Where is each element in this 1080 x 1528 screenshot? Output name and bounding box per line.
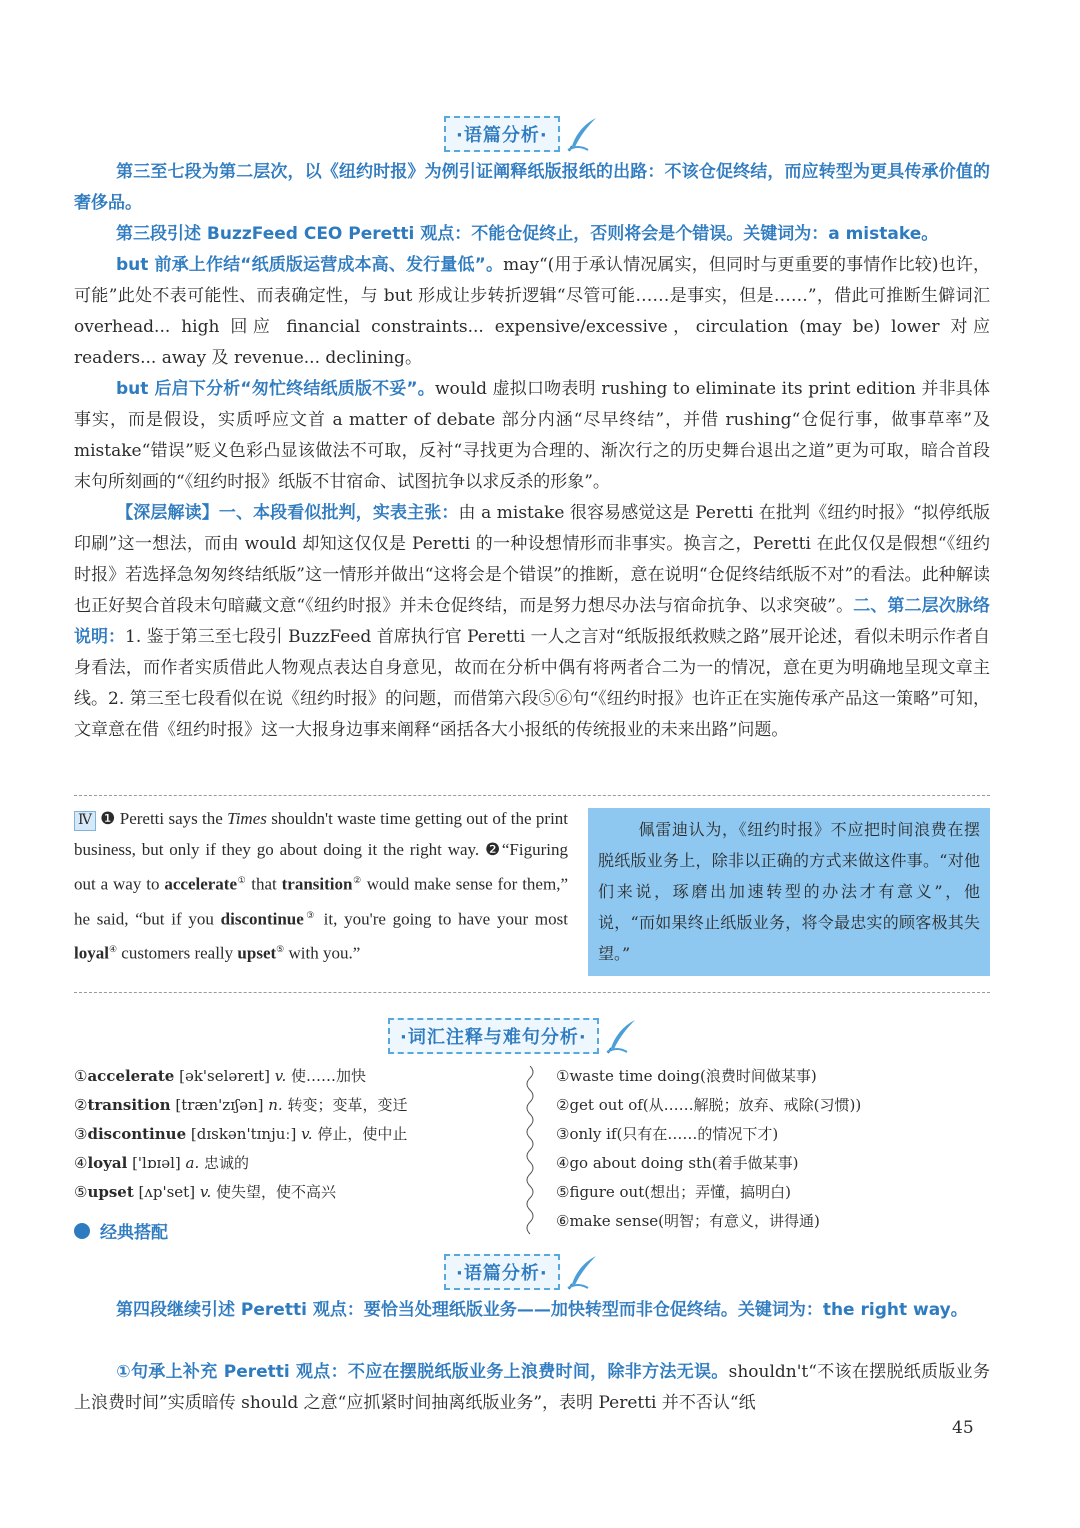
analysis-paragraph-2: 第三段引述 BuzzFeed CEO Peretti 观点：不能仓促终止，否则将会是个错误。关键词为：a mistake。 — [116, 224, 939, 244]
divider-line — [74, 795, 990, 796]
analysis-paragraph-7: ①句承上补充 Peretti 观点：不应在摆脱纸版业务上浪费时间，除非方法无误。shouldn't“不该在摆脱纸质版业务上浪费时间”实质暗传 should 之意“应抓紧时间抽离纸版业务”，表明 Peretti 并不否认“纸 — [74, 1362, 990, 1413]
passage-paragraph: Ⅳ ❶ Peretti says the Times shouldn't waste time getting out of the print business, but only if they go about doing it the right way. ❷“Figuring out a way to accelerate① that transition② would make sense for them,” he said, “but if you discontinue③ it, you're going to have your most loyal④ customers really upset⑤ with you.” — [74, 809, 569, 963]
paragraph-number-badge: Ⅳ — [74, 811, 96, 831]
vocab-item: ①accelerate [ək'seləreɪt] v. 使……加快 — [74, 1067, 367, 1085]
collocation-item: ①waste time doing(浪费时间做某事) — [556, 1067, 817, 1085]
collocation-heading: 经典搭配 — [74, 1218, 168, 1243]
collocation-item: ⑤figure out(想出；弄懂，搞明白) — [556, 1183, 791, 1201]
section-title-vocab — [388, 1018, 639, 1054]
vocab-word: transition — [281, 874, 353, 894]
analysis-paragraph-3: but 前承上作结“纸质版运营成本高、发行量低”。may“(用于承认情况属实，但同时与更重要的事情作比较)也许，可能”此处不表可能性、而表确定性，与 but 形成让步转折逻辑“尽管可能……是事实，但是……”，借此可推断生僻词汇 overhead... high 回应 financial constraints... expensive/excessive，circulation (may be) lower 对应 readers... away 及 revenue... declining。 — [74, 255, 990, 368]
analysis-paragraph-5: 【深层解读】一、本段看似批判，实表主张：由 a mistake 很容易感觉这是 Peretti 在批判《纽约时报》“拟停纸版印刷”这一想法，而由 would 却知这仅仅是 Peretti 的一种设想情形而非事实。换言之，Peretti 在此仅仅是假想“《纽约时报》若选择急匆匆终结纸版”这一情形并做出“这将会是个错误”的推断，意在说明“仓促终结纸版不对”的看法。此种解读也正好契合首段末句暗藏文意“《纽约时报》并未仓促终结，而是努力想尽办法与宿命抗争、以求突破”。二、第二层次脉络说明：1. 鉴于第三至七段引 BuzzFeed 首席执行官 Peretti 一人之言对“纸版报纸救赎之路”展开论述，看似未明示作者自身看法，而作者实质借此人物观点表达自身意见，故而在分析中偶有将两者合二为一的情况，意在更为明确地呈现文章主线。2. 第三至七段看似在说《纽约时报》的问题，而借第六段⑤⑥句“《纽约时报》也许正在实施传承产品这一策略”可知，文章意在借《纽约时报》这一大报身边事来阐释“函括各大小报纸的传统报业的未来出路”问题。 — [74, 503, 990, 740]
collocation-list — [556, 1062, 861, 1236]
vocab-word: discontinue — [220, 909, 304, 929]
collocation-item: ②get out of(从……解脱；放弃、戒除(习惯)) — [556, 1096, 862, 1114]
section-title-label: ·词汇注释与难句分析· — [388, 1018, 599, 1054]
quill-pen-icon — [605, 1018, 639, 1054]
translation-box: 佩雷迪认为，《纽约时报》不应把时间浪费在摆脱纸版业务上，除非以正确的方式来做这件事。“对他们来说，琢磨出加速转型的办法才有意义”，他说，“而如果终止纸版业务，将令最忠实的顾客极其失望。” — [588, 808, 990, 976]
quill-pen-icon — [566, 116, 600, 152]
vocab-word: accelerate — [164, 874, 238, 894]
collocation-item: ③only if(只有在……的情况下才) — [556, 1125, 779, 1143]
analysis-paragraph-6: 第四段继续引述 Peretti 观点：要恰当处理纸版业务——加快转型而非仓促终结。关键词为：the right way。 — [116, 1300, 968, 1320]
section-title-label: ·语篇分析· — [444, 1254, 560, 1290]
vocab-item: ⑤upset [ʌp'set] v. 使失望，使不高兴 — [74, 1183, 337, 1201]
wavy-divider — [524, 1066, 536, 1238]
section-title-analysis-2 — [444, 1254, 600, 1290]
vocab-item: ④loyal ['lɒɪəl] a. 忠诚的 — [74, 1154, 250, 1172]
section-title-analysis-1 — [444, 116, 600, 152]
vocab-word: loyal — [74, 943, 109, 963]
page-number: 45 — [952, 1418, 974, 1438]
collocation-item: ⑥make sense(明智；有意义，讲得通) — [556, 1212, 820, 1230]
quill-pen-icon — [566, 1254, 600, 1290]
vocab-item: ③discontinue [dɪskən'tɪnjuː] v. 停止，使中止 — [74, 1125, 408, 1143]
divider-line — [74, 992, 990, 993]
collocation-item: ④go about doing sth(着手做某事) — [556, 1154, 799, 1172]
vocab-item: ②transition [træn'zɪʃən] n. 转变；变革，变迁 — [74, 1096, 408, 1114]
bullet-dot-icon — [74, 1223, 90, 1239]
vocab-word: upset — [237, 943, 277, 963]
analysis-paragraph-1: 第三至七段为第二层次，以《纽约时报》为例引证阐释纸版报纸的出路：不该仓促终结，而应转型为更具传承价值的奢侈品。 — [74, 162, 990, 213]
section-title-label: ·语篇分析· — [444, 116, 560, 152]
vocab-list — [74, 1062, 407, 1207]
analysis-paragraph-4: but 后启下分析“匆忙终结纸质版不妥”。would 虚拟口吻表明 rushing to eliminate its print edition 并非具体事实，而是假设，实质呼应文首 a matter of debate 部分内涵“尽早终结”，并借 rushing“仓促行事，做事草率”及 mistake“错误”贬义色彩凸显该做法不可取，反衬“寻找更为合理的、渐次行之的历史舞台退出之道”更为可取，暗合首段末句所刻画的“《纽约时报》纸版不甘宿命、试图抗争以求反杀的形象”。 — [74, 379, 990, 492]
